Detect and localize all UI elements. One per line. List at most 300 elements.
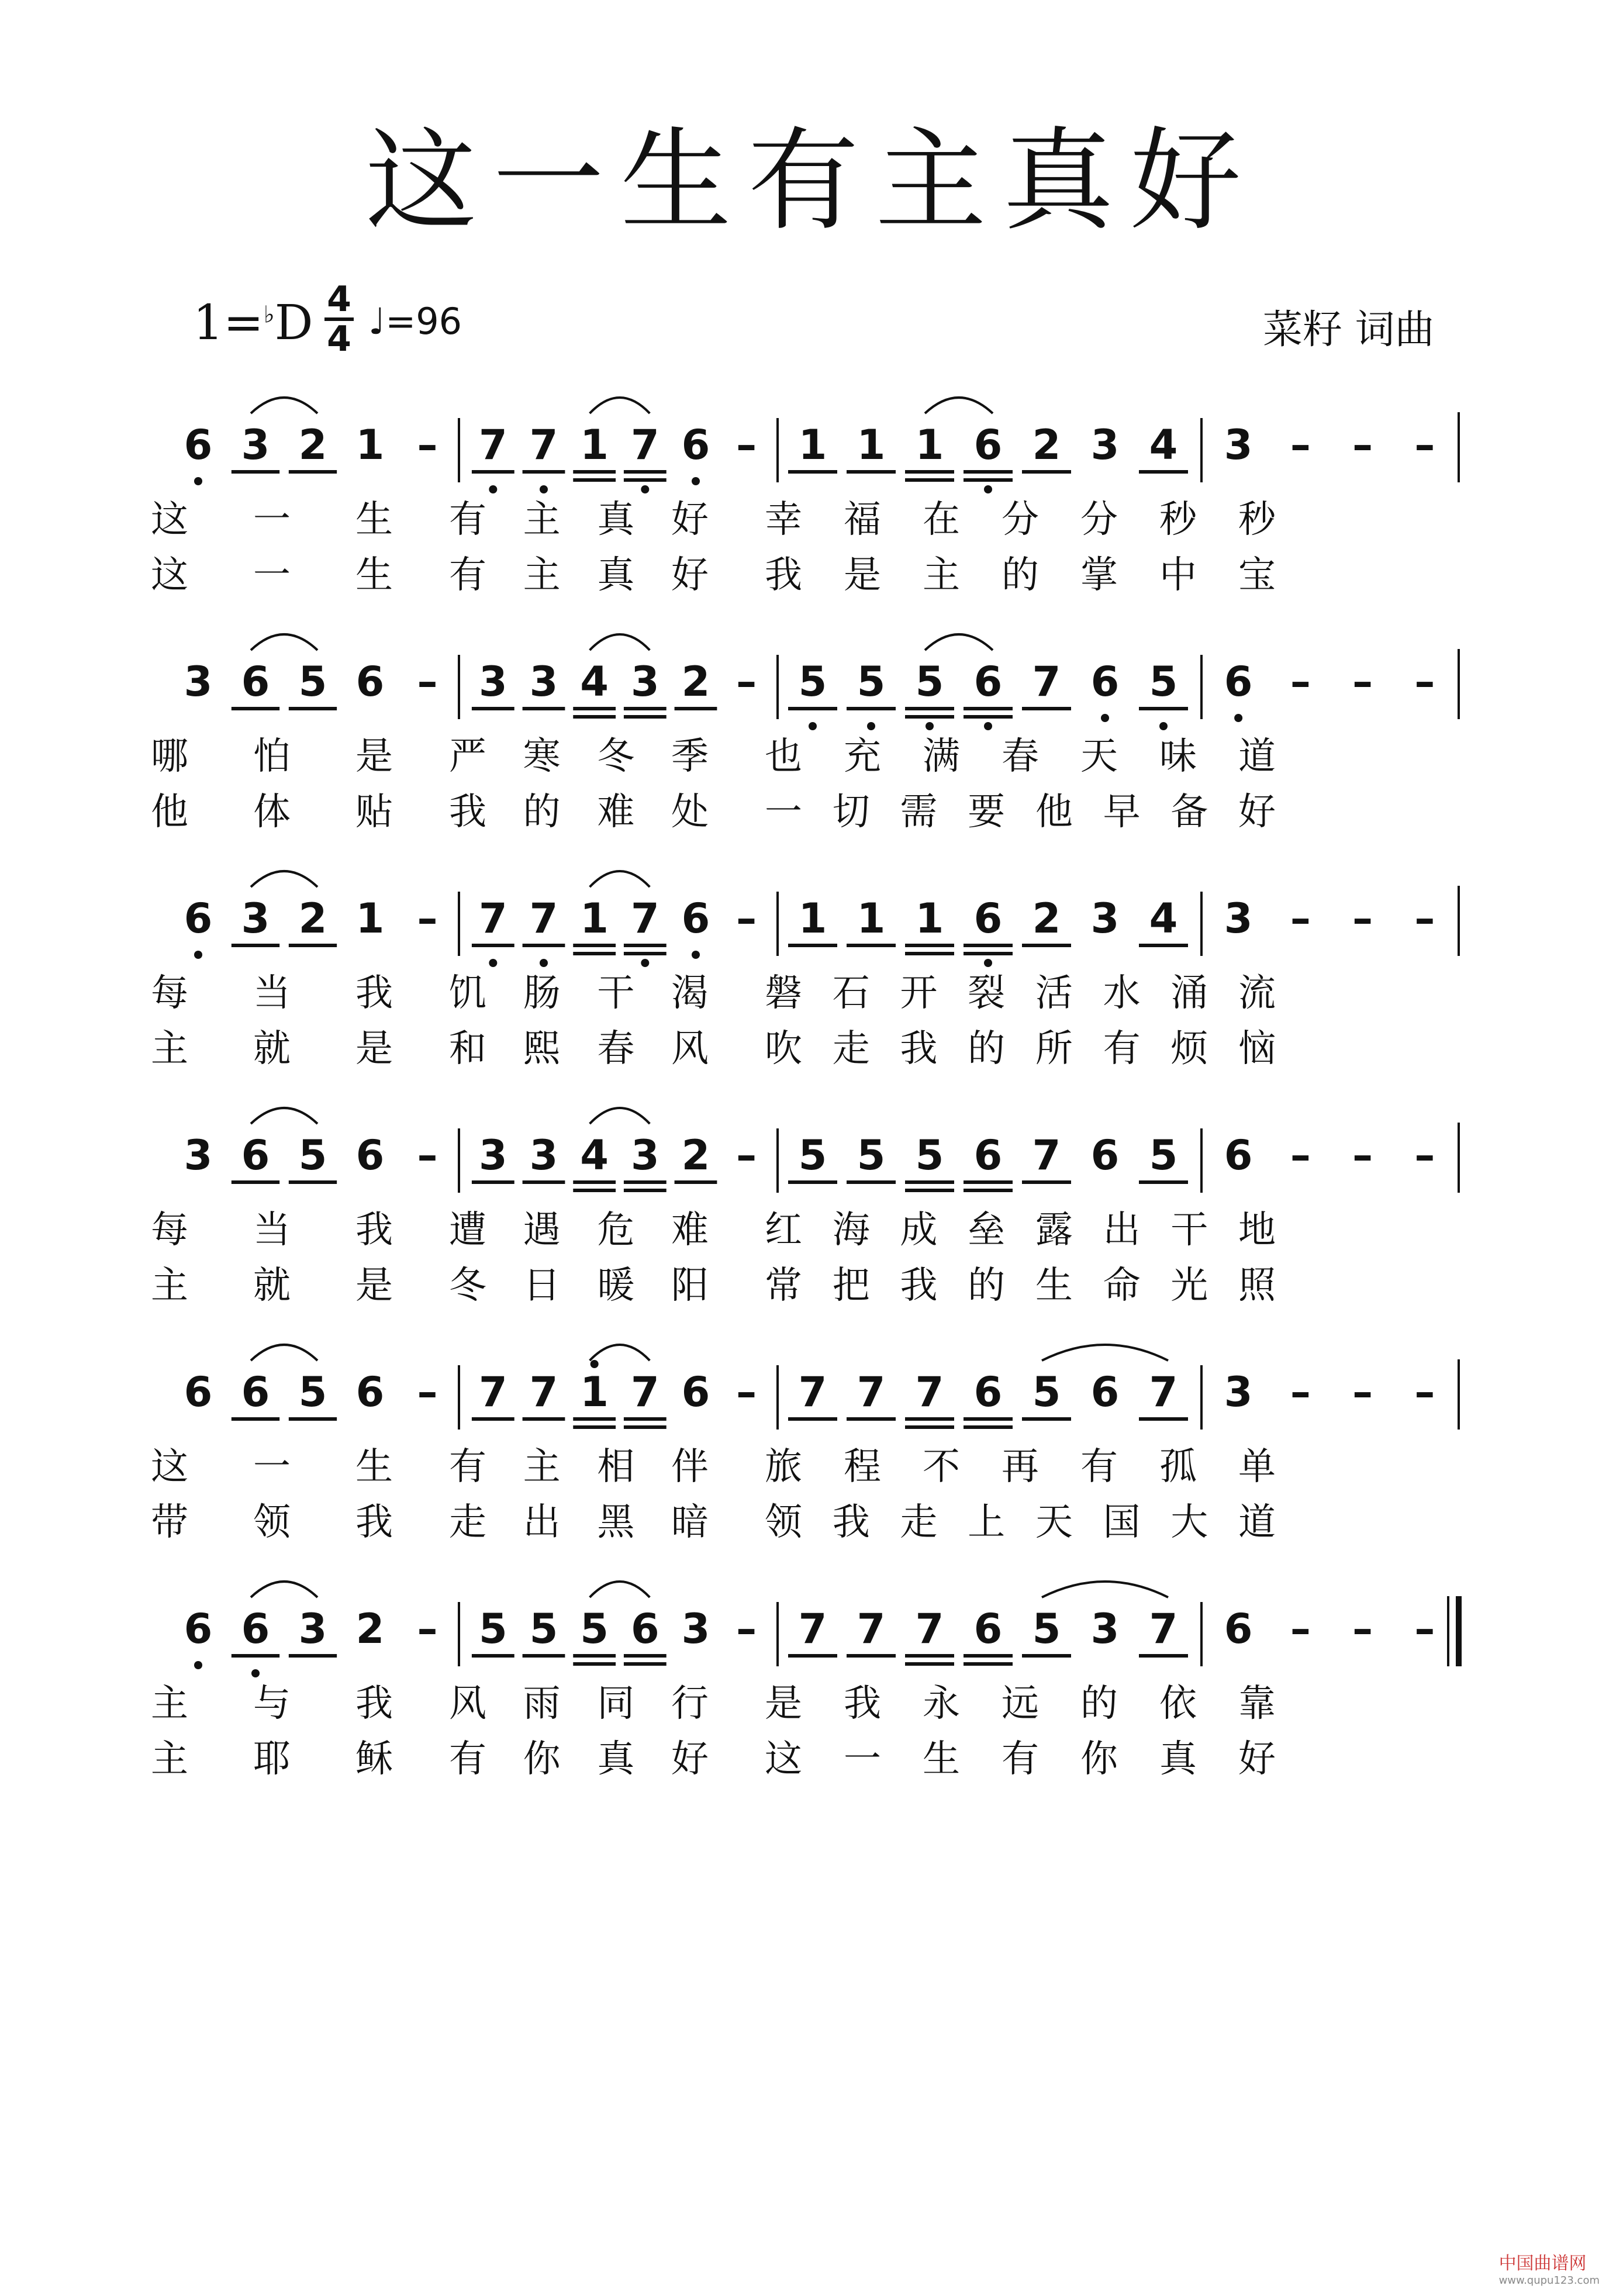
note-digit: 2 xyxy=(681,1131,710,1179)
lyric-syllable: 主 xyxy=(923,554,960,597)
lyric-syllable: 我 xyxy=(765,554,802,597)
low-octave-dot xyxy=(489,959,497,967)
lyric-syllable: 恼 xyxy=(1238,1027,1276,1071)
note-digit: 7 xyxy=(798,1605,827,1653)
lyric-syllable: 主 xyxy=(523,554,561,597)
low-octave-dot xyxy=(251,1669,260,1677)
lyric-syllable: 危 xyxy=(597,1209,635,1252)
lyric-syllable: 渴 xyxy=(671,972,709,1015)
lyric-syllable: 的 xyxy=(968,1264,1006,1307)
composer-credit: 菜籽 词曲 xyxy=(1263,307,1435,353)
slur-arc xyxy=(251,871,317,887)
note-digit: 7 xyxy=(478,895,507,942)
flat-sign: ♭ xyxy=(263,301,275,329)
note-digit: 4 xyxy=(1149,895,1178,942)
lyric-syllable: 寒 xyxy=(523,735,561,778)
note-digit: 6 xyxy=(973,658,1003,706)
lyric-syllable: 一 xyxy=(253,1445,291,1489)
lyric-syllable: 走 xyxy=(900,1501,938,1544)
lyric-syllable: 是 xyxy=(765,1682,802,1725)
lyric-syllable: 所 xyxy=(1035,1027,1073,1071)
slur-arc xyxy=(590,1582,650,1597)
note-digit: 2 xyxy=(298,895,327,942)
note-digit: 6 xyxy=(1090,1131,1120,1179)
lyric-syllable: 冬 xyxy=(449,1264,486,1307)
low-octave-dot xyxy=(1159,722,1168,730)
lyric-syllable: 我 xyxy=(449,790,486,834)
note-digit: 6 xyxy=(681,421,710,469)
lyric-syllable: 是 xyxy=(844,554,881,597)
dash-note: – xyxy=(1290,1605,1311,1653)
time-signature-bottom: 4 xyxy=(327,319,351,360)
note-digit: 2 xyxy=(1032,895,1061,942)
note-digit: 7 xyxy=(1149,1605,1178,1653)
note-digit: 3 xyxy=(529,1131,558,1179)
high-octave-dot xyxy=(591,1360,599,1368)
lyric-syllable: 这 xyxy=(151,498,188,541)
note-digit: 1 xyxy=(355,421,385,469)
low-octave-dot xyxy=(194,951,202,959)
note-digit: 3 xyxy=(298,1605,327,1653)
site-watermark xyxy=(1499,2249,1600,2287)
note-digit: 5 xyxy=(915,658,944,706)
note-digit: 6 xyxy=(630,1605,659,1653)
lyric-syllable: 主 xyxy=(151,1682,188,1725)
note-digit: 3 xyxy=(1224,421,1253,469)
lyric-syllable: 国 xyxy=(1103,1501,1141,1544)
lyric-syllable: 有 xyxy=(1002,1738,1039,1781)
lyric-syllable: 石 xyxy=(832,972,870,1015)
lyric-syllable: 流 xyxy=(1238,972,1276,1015)
lyric-syllable: 我 xyxy=(832,1501,870,1544)
lyric-syllable: 生 xyxy=(355,498,393,541)
lyric-syllable: 涌 xyxy=(1170,972,1208,1015)
note-digit: 3 xyxy=(241,895,270,942)
note-digit: 5 xyxy=(298,1131,327,1179)
note-digit: 5 xyxy=(1149,1131,1178,1179)
lyric-syllable: 分 xyxy=(1080,498,1118,541)
note-digit: 3 xyxy=(1224,1368,1253,1416)
note-digit: 5 xyxy=(857,658,886,706)
lyric-syllable: 主 xyxy=(151,1738,188,1781)
lyric-syllable: 耶 xyxy=(253,1738,291,1781)
lyric-syllable: 生 xyxy=(923,1738,960,1781)
lyric-syllable: 远 xyxy=(1002,1682,1039,1725)
slur-arc xyxy=(251,1345,317,1361)
lyric-syllable: 生 xyxy=(1035,1264,1073,1307)
note-digit: 6 xyxy=(355,1368,385,1416)
lyric-syllable: 走 xyxy=(832,1027,870,1071)
note-digit: 1 xyxy=(798,421,827,469)
note-digit: 3 xyxy=(1090,1605,1120,1653)
lyric-syllable: 暖 xyxy=(597,1264,635,1307)
note-digit: 6 xyxy=(241,1131,270,1179)
low-octave-dot xyxy=(489,485,497,493)
low-octave-dot xyxy=(984,722,992,730)
lyric-syllable: 道 xyxy=(1238,735,1276,778)
dash-note: – xyxy=(736,421,757,469)
lyric-syllable: 有 xyxy=(449,1445,486,1489)
lyric-syllable: 开 xyxy=(900,972,938,1015)
time-signature-top: 4 xyxy=(327,279,351,320)
lyric-syllable: 怕 xyxy=(253,735,291,778)
note-digit: 1 xyxy=(915,895,944,942)
note-digit: 7 xyxy=(915,1605,944,1653)
dash-note: – xyxy=(1414,1605,1435,1653)
note-digit: 6 xyxy=(973,421,1003,469)
note-digit: 7 xyxy=(1032,658,1061,706)
dash-note: – xyxy=(1290,895,1311,942)
dash-note: – xyxy=(1290,421,1311,469)
lyric-syllable: 我 xyxy=(355,1682,393,1725)
lyric-syllable: 真 xyxy=(597,498,635,541)
lyric-syllable: 一 xyxy=(765,790,802,834)
low-octave-dot xyxy=(194,1661,202,1669)
note-digit: 3 xyxy=(184,1131,213,1179)
lyric-syllable: 好 xyxy=(1238,1738,1276,1781)
lyric-syllable: 领 xyxy=(765,1501,802,1544)
lyric-syllable: 与 xyxy=(253,1682,291,1725)
low-octave-dot xyxy=(692,951,700,959)
note-digit: 6 xyxy=(973,895,1003,942)
lyric-syllable: 雨 xyxy=(523,1682,561,1725)
lyric-syllable: 出 xyxy=(523,1501,561,1544)
lyric-syllable: 当 xyxy=(253,1209,291,1252)
lyric-syllable: 宝 xyxy=(1238,554,1276,597)
lyric-syllable: 领 xyxy=(253,1501,291,1544)
lyric-syllable: 好 xyxy=(1238,790,1276,834)
note-digit: 5 xyxy=(298,658,327,706)
lyric-syllable: 日 xyxy=(523,1264,561,1307)
lyric-syllable: 春 xyxy=(1002,735,1039,778)
lyric-syllable: 旅 xyxy=(765,1445,802,1489)
slur-arc xyxy=(251,634,317,650)
dash-note: – xyxy=(1414,895,1435,942)
note-digit: 6 xyxy=(184,895,213,942)
lyric-syllable: 和 xyxy=(449,1027,486,1071)
lyric-syllable: 秒 xyxy=(1238,498,1276,541)
lyric-syllable: 是 xyxy=(355,1027,393,1071)
note-digit: 3 xyxy=(1090,895,1120,942)
note-digit: 1 xyxy=(857,895,886,942)
lyric-syllable: 他 xyxy=(1035,790,1073,834)
note-digit: 3 xyxy=(1090,421,1120,469)
lyric-syllable: 中 xyxy=(1159,554,1197,597)
lyric-syllable: 光 xyxy=(1170,1264,1208,1307)
note-digit: 5 xyxy=(1032,1368,1061,1416)
note-digit: 3 xyxy=(630,1131,659,1179)
note-digit: 5 xyxy=(798,658,827,706)
note-digit: 6 xyxy=(184,1605,213,1653)
slur-arc xyxy=(590,871,650,887)
lyric-syllable: 照 xyxy=(1238,1264,1276,1307)
lyric-syllable: 阳 xyxy=(671,1264,709,1307)
low-octave-dot xyxy=(540,959,548,967)
note-digit: 6 xyxy=(973,1131,1003,1179)
lyric-syllable: 福 xyxy=(844,498,881,541)
lyric-syllable: 带 xyxy=(151,1501,188,1544)
lyric-syllable: 的 xyxy=(1080,1682,1118,1725)
note-digit: 3 xyxy=(478,1131,507,1179)
note-digit: 2 xyxy=(298,421,327,469)
dash-note: – xyxy=(1290,658,1311,706)
dash-note: – xyxy=(417,1605,438,1653)
page-title: 这一生有主真好 xyxy=(365,116,1258,246)
low-octave-dot xyxy=(641,959,649,967)
dash-note: – xyxy=(1414,1131,1435,1179)
low-octave-dot xyxy=(692,477,700,485)
lyric-syllable: 一 xyxy=(253,554,291,597)
lyric-syllable: 同 xyxy=(597,1682,635,1725)
quarter-note-icon: ♩ xyxy=(368,300,386,343)
lyric-syllable: 有 xyxy=(449,1738,486,1781)
lyric-syllable: 常 xyxy=(765,1264,802,1307)
note-digit: 1 xyxy=(580,895,609,942)
slur-arc xyxy=(1042,1582,1168,1597)
low-octave-dot xyxy=(867,722,875,730)
note-digit: 5 xyxy=(298,1368,327,1416)
lyric-syllable: 好 xyxy=(671,1738,709,1781)
lyric-syllable: 的 xyxy=(1002,554,1039,597)
slur-arc xyxy=(251,1108,317,1124)
lyric-syllable: 每 xyxy=(151,972,188,1015)
lyric-syllable: 每 xyxy=(151,1209,188,1252)
note-digit: 6 xyxy=(241,1368,270,1416)
note-digit: 7 xyxy=(630,421,659,469)
dash-note: – xyxy=(1290,1368,1311,1416)
dash-note: – xyxy=(736,1605,757,1653)
lyric-syllable: 需 xyxy=(900,790,938,834)
lyric-syllable: 我 xyxy=(900,1027,938,1071)
note-digit: 7 xyxy=(857,1605,886,1653)
lyric-syllable: 满 xyxy=(923,735,960,778)
slur-arc xyxy=(590,398,650,413)
lyric-syllable: 他 xyxy=(151,790,188,834)
note-digit: 6 xyxy=(973,1605,1003,1653)
lyric-syllable: 有 xyxy=(1103,1027,1141,1071)
lyric-syllable: 秒 xyxy=(1159,498,1197,541)
lyric-syllable: 这 xyxy=(765,1738,802,1781)
note-digit: 2 xyxy=(355,1605,385,1653)
note-digit: 5 xyxy=(798,1131,827,1179)
note-digit: 4 xyxy=(580,658,609,706)
note-digit: 5 xyxy=(478,1605,507,1653)
note-digit: 1 xyxy=(580,421,609,469)
note-digit: 5 xyxy=(857,1131,886,1179)
note-digit: 7 xyxy=(798,1368,827,1416)
lyric-syllable: 难 xyxy=(597,790,635,834)
slur-arc xyxy=(251,398,317,413)
lyric-syllable: 上 xyxy=(968,1501,1006,1544)
dash-note: – xyxy=(1414,658,1435,706)
low-octave-dot xyxy=(926,722,934,730)
slur-arc xyxy=(251,1582,317,1597)
lyric-syllable: 分 xyxy=(1002,498,1039,541)
lyric-syllable: 当 xyxy=(253,972,291,1015)
lyric-syllable: 真 xyxy=(597,554,635,597)
note-digit: 5 xyxy=(1149,658,1178,706)
dash-note: – xyxy=(1414,421,1435,469)
note-digit: 3 xyxy=(478,658,507,706)
lyric-syllable: 我 xyxy=(355,1501,393,1544)
lyric-syllable: 真 xyxy=(597,1738,635,1781)
dash-note: – xyxy=(1352,1131,1373,1179)
note-digit: 4 xyxy=(1149,421,1178,469)
lyric-syllable: 在 xyxy=(923,498,960,541)
low-octave-dot xyxy=(540,485,548,493)
lyric-syllable: 这 xyxy=(151,1445,188,1489)
dash-note: – xyxy=(417,421,438,469)
note-digit: 6 xyxy=(1090,658,1120,706)
low-octave-dot xyxy=(194,477,202,485)
low-octave-dot xyxy=(1101,714,1109,722)
lyric-syllable: 一 xyxy=(253,498,291,541)
note-digit: 7 xyxy=(478,1368,507,1416)
note-digit: 6 xyxy=(1224,658,1253,706)
note-digit: 7 xyxy=(915,1368,944,1416)
lyric-syllable: 春 xyxy=(597,1027,635,1071)
lyric-syllable: 风 xyxy=(449,1682,486,1725)
note-digit: 6 xyxy=(184,1368,213,1416)
lyric-syllable: 严 xyxy=(449,735,486,778)
lyric-syllable: 主 xyxy=(151,1264,188,1307)
lyric-syllable: 暗 xyxy=(671,1501,709,1544)
lyric-syllable: 黑 xyxy=(597,1501,635,1544)
note-digit: 1 xyxy=(915,421,944,469)
lyric-syllable: 烦 xyxy=(1170,1027,1208,1071)
dash-note: – xyxy=(1290,1131,1311,1179)
lyric-syllable: 冬 xyxy=(597,735,635,778)
lyric-syllable: 遭 xyxy=(449,1209,486,1252)
lyric-syllable: 掌 xyxy=(1080,554,1118,597)
note-digit: 1 xyxy=(355,895,385,942)
key-note: D xyxy=(274,295,313,351)
lyric-syllable: 干 xyxy=(597,972,635,1015)
lyric-syllable: 真 xyxy=(1159,1738,1197,1781)
dash-note: – xyxy=(736,1131,757,1179)
lyric-syllable: 充 xyxy=(844,735,881,778)
lyric-syllable: 裂 xyxy=(968,972,1006,1015)
lyric-syllable: 依 xyxy=(1159,1682,1197,1725)
lyric-syllable: 主 xyxy=(523,498,561,541)
note-digit: 3 xyxy=(1224,895,1253,942)
note-digit: 7 xyxy=(1149,1368,1178,1416)
lyric-syllable: 红 xyxy=(765,1209,802,1252)
lyric-syllable: 贴 xyxy=(355,790,393,834)
lyric-syllable: 肠 xyxy=(523,972,561,1015)
lyric-syllable: 季 xyxy=(671,735,709,778)
lyric-syllable: 我 xyxy=(355,1209,393,1252)
lyric-syllable: 地 xyxy=(1238,1209,1276,1252)
lyric-syllable: 有 xyxy=(449,498,486,541)
lyric-syllable: 要 xyxy=(968,790,1006,834)
dash-note: – xyxy=(1352,1605,1373,1653)
note-digit: 6 xyxy=(681,895,710,942)
lyric-syllable: 吹 xyxy=(765,1027,802,1071)
lyric-syllable: 熙 xyxy=(523,1027,561,1071)
lyric-syllable: 露 xyxy=(1035,1209,1073,1252)
lyric-syllable: 磐 xyxy=(765,972,802,1015)
note-digit: 1 xyxy=(857,421,886,469)
note-digit: 7 xyxy=(529,1368,558,1416)
lyric-syllable: 活 xyxy=(1035,972,1073,1015)
lyric-syllable: 我 xyxy=(355,972,393,1015)
lyric-syllable: 难 xyxy=(671,1209,709,1252)
note-digit: 1 xyxy=(580,1368,609,1416)
lyric-syllable: 天 xyxy=(1080,735,1118,778)
slur-arc xyxy=(590,1108,650,1124)
lyric-syllable: 垒 xyxy=(968,1209,1006,1252)
lyric-syllable: 干 xyxy=(1170,1209,1208,1252)
note-digit: 5 xyxy=(529,1605,558,1653)
low-octave-dot xyxy=(809,722,817,730)
lyric-syllable: 备 xyxy=(1170,790,1208,834)
lyric-syllable: 海 xyxy=(832,1209,870,1252)
dash-note: – xyxy=(417,895,438,942)
note-digit: 1 xyxy=(798,895,827,942)
lyric-syllable: 味 xyxy=(1159,735,1197,778)
note-digit: 6 xyxy=(241,1605,270,1653)
note-digit: 2 xyxy=(1032,421,1061,469)
note-digit: 6 xyxy=(1224,1605,1253,1653)
lyric-syllable: 成 xyxy=(900,1209,938,1252)
lyric-syllable: 我 xyxy=(844,1682,881,1725)
dash-note: – xyxy=(417,658,438,706)
lyric-syllable: 一 xyxy=(844,1738,881,1781)
lyric-syllable: 行 xyxy=(671,1682,709,1725)
lyric-syllable: 大 xyxy=(1170,1501,1208,1544)
note-digit: 7 xyxy=(529,895,558,942)
lyric-syllable: 孤 xyxy=(1159,1445,1197,1489)
note-digit: 7 xyxy=(857,1368,886,1416)
lyric-syllable: 天 xyxy=(1035,1501,1073,1544)
dash-note: – xyxy=(1352,895,1373,942)
slur-arc xyxy=(925,634,993,650)
note-digit: 6 xyxy=(355,1131,385,1179)
dash-note: – xyxy=(736,658,757,706)
note-digit: 7 xyxy=(529,421,558,469)
note-digit: 4 xyxy=(580,1131,609,1179)
slur-arc xyxy=(590,634,650,650)
lyric-syllable: 早 xyxy=(1103,790,1141,834)
watermark-name: 中国曲谱网 xyxy=(1498,2253,1587,2274)
lyric-syllable: 主 xyxy=(523,1445,561,1489)
lyric-syllable: 就 xyxy=(253,1264,291,1307)
low-octave-dot xyxy=(984,485,992,493)
lyric-syllable: 这 xyxy=(151,554,188,597)
note-digit: 6 xyxy=(184,421,213,469)
lyric-syllable: 风 xyxy=(671,1027,709,1071)
lyric-syllable: 哪 xyxy=(151,735,188,778)
lyric-syllable: 的 xyxy=(523,790,561,834)
tempo-value: =96 xyxy=(385,300,462,343)
note-digit: 5 xyxy=(1032,1605,1061,1653)
note-digit: 6 xyxy=(1090,1368,1120,1416)
note-digit: 7 xyxy=(478,421,507,469)
lyric-syllable: 生 xyxy=(355,554,393,597)
lyric-syllable: 遇 xyxy=(523,1209,561,1252)
slur-arc xyxy=(590,1345,650,1361)
lyric-syllable: 切 xyxy=(832,790,870,834)
note-digit: 3 xyxy=(529,658,558,706)
key-prefix: 1= xyxy=(193,295,264,351)
dash-note: – xyxy=(736,1368,757,1416)
lyric-syllable: 好 xyxy=(671,498,709,541)
dash-note: – xyxy=(1352,658,1373,706)
note-digit: 5 xyxy=(580,1605,609,1653)
lyric-syllable: 就 xyxy=(253,1027,291,1071)
note-digit: 7 xyxy=(630,895,659,942)
